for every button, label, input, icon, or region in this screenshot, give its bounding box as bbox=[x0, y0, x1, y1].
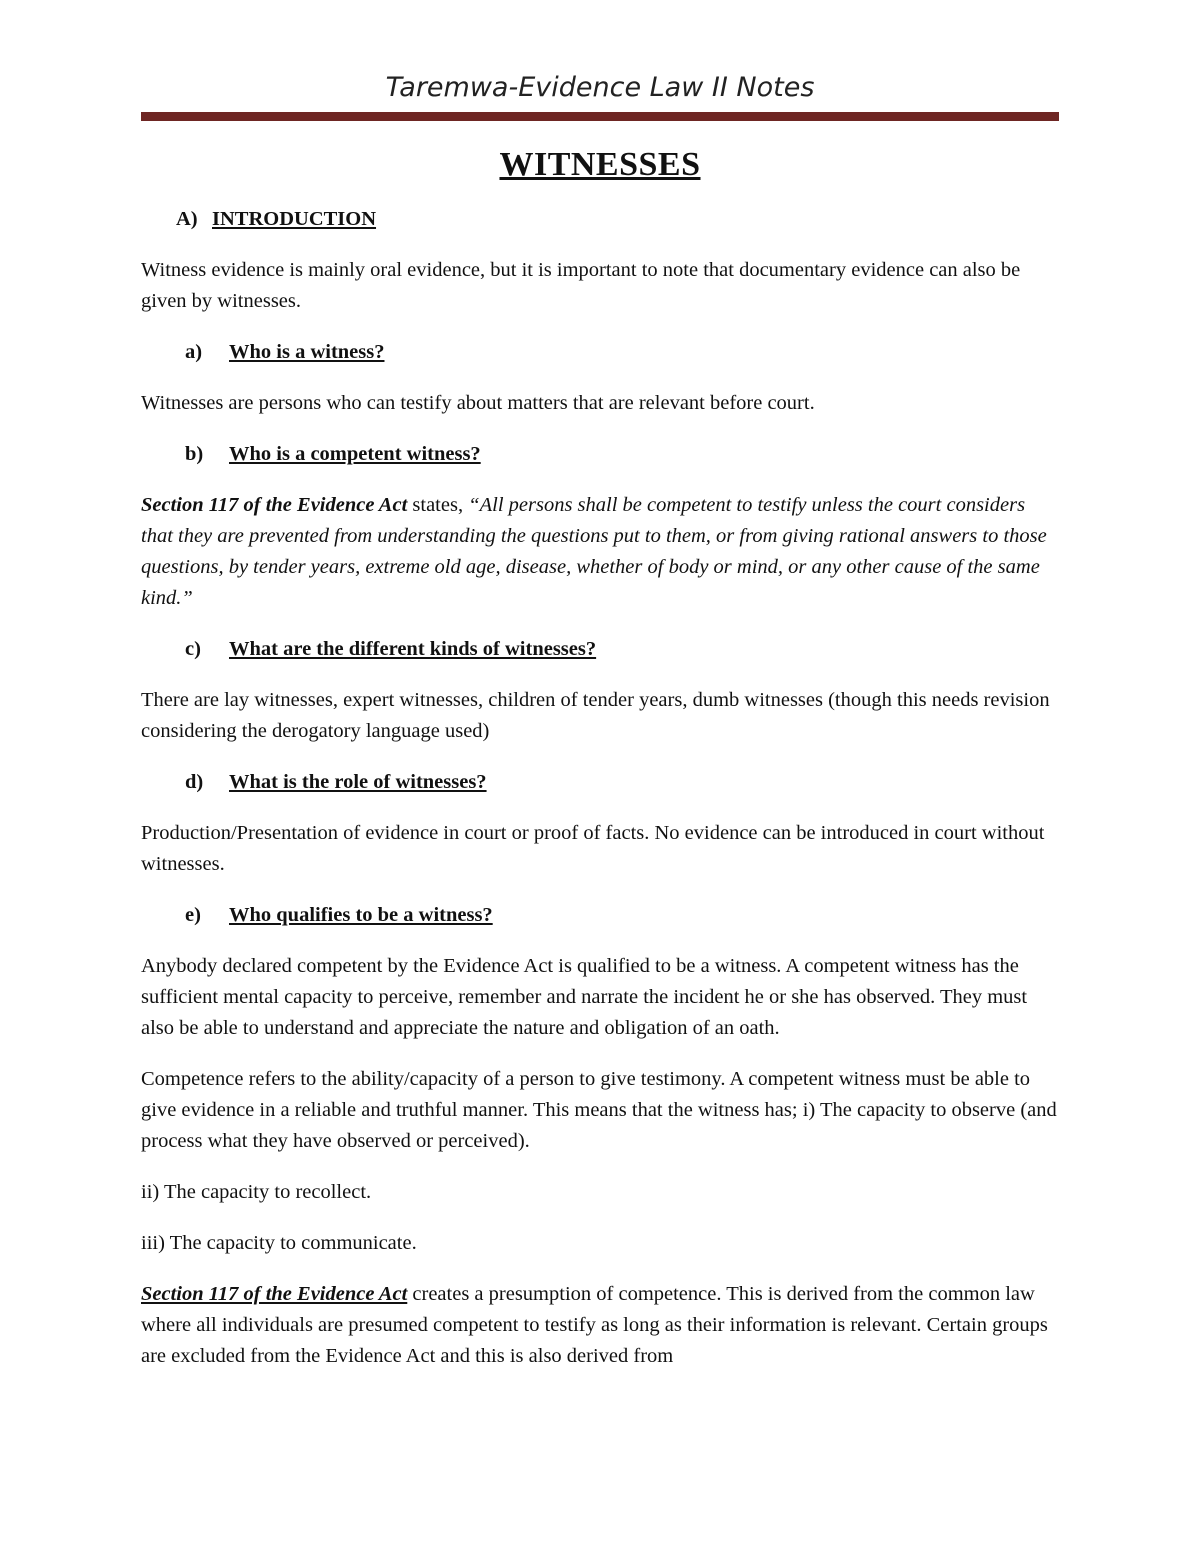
answer-d: Production/Presentation of evidence in court or proof of facts. No evidence can be introduced in court without witnesses. bbox=[141, 822, 1045, 875]
question-heading-d bbox=[141, 767, 1061, 798]
question-label: b) bbox=[185, 443, 204, 465]
running-header: Taremwa-Evidence Law II Notes bbox=[385, 72, 815, 103]
header-rule bbox=[141, 112, 1059, 121]
question-text: Who is a competent witness? bbox=[229, 443, 481, 465]
question-text: Who is a witness? bbox=[229, 341, 385, 363]
statute-reference: Section 117 of the Evidence Act bbox=[141, 1283, 408, 1305]
answer-b-lead: states, bbox=[407, 494, 469, 516]
statute-quote: “All persons shall be competent to testify unless the court considers that they are prevented from understanding the questions put to them, or from giving rational answers to those questions, by tender years, extreme old age, disease, whether of body or mind, or any other cause of the same kind.” bbox=[141, 494, 1047, 609]
question-label: e) bbox=[185, 904, 201, 926]
paragraph-introduction: Witness evidence is mainly oral evidence, but it is important to note that documentary evidence can also be given by witnesses. bbox=[141, 259, 1021, 312]
question-heading-b bbox=[141, 439, 1061, 470]
heading-text: INTRODUCTION bbox=[212, 208, 377, 230]
answer-b bbox=[141, 490, 1061, 614]
paragraph-competence: Competence refers to the ability/capacity of a person to give testimony. A competent witness must be able to give evidence in a reliable and truthful manner. This means that the witness has; i) The capacity to observe (and process what they have observed or perceived). bbox=[141, 1068, 1057, 1152]
answer-a: Witnesses are persons who can testify about matters that are relevant before court. bbox=[141, 392, 815, 414]
question-heading-c bbox=[141, 634, 1061, 665]
page-title: WITNESSES bbox=[499, 146, 701, 183]
question-label: d) bbox=[185, 771, 204, 793]
heading-label: A) bbox=[176, 208, 198, 230]
paragraph-presumption-text: creates a presumption of competence. This is derived from the common law where all individuals are presumed competent to testify as long as their information is relevant. Certain groups are excluded from the Evidence Act and this is also derived from bbox=[141, 1283, 1048, 1367]
statute-reference: Section 117 of the Evidence Act bbox=[141, 494, 408, 516]
question-text: Who qualifies to be a witness? bbox=[229, 904, 493, 926]
document-body bbox=[141, 204, 1061, 1392]
section-heading-introduction bbox=[141, 204, 1061, 235]
question-label: a) bbox=[185, 341, 203, 363]
list-item-iii: iii) The capacity to communicate. bbox=[141, 1232, 417, 1254]
list-item-ii: ii) The capacity to recollect. bbox=[141, 1181, 372, 1203]
question-label: c) bbox=[185, 638, 201, 660]
paragraph-presumption bbox=[141, 1279, 1061, 1372]
question-text: What is the role of witnesses? bbox=[229, 771, 487, 793]
question-heading-e bbox=[141, 900, 1061, 931]
answer-c: There are lay witnesses, expert witnesses, children of tender years, dumb witnesses (though this needs revision considering the derogatory language used) bbox=[141, 689, 1050, 742]
answer-e: Anybody declared competent by the Evidence Act is qualified to be a witness. A competent witness has the sufficient mental capacity to perceive, remember and narrate the incident he or she has observed. They must also be able to understand and appreciate the nature and obligation of an oath. bbox=[141, 955, 1028, 1039]
question-heading-a bbox=[141, 337, 1061, 368]
question-text: What are the different kinds of witnesses? bbox=[229, 638, 597, 660]
